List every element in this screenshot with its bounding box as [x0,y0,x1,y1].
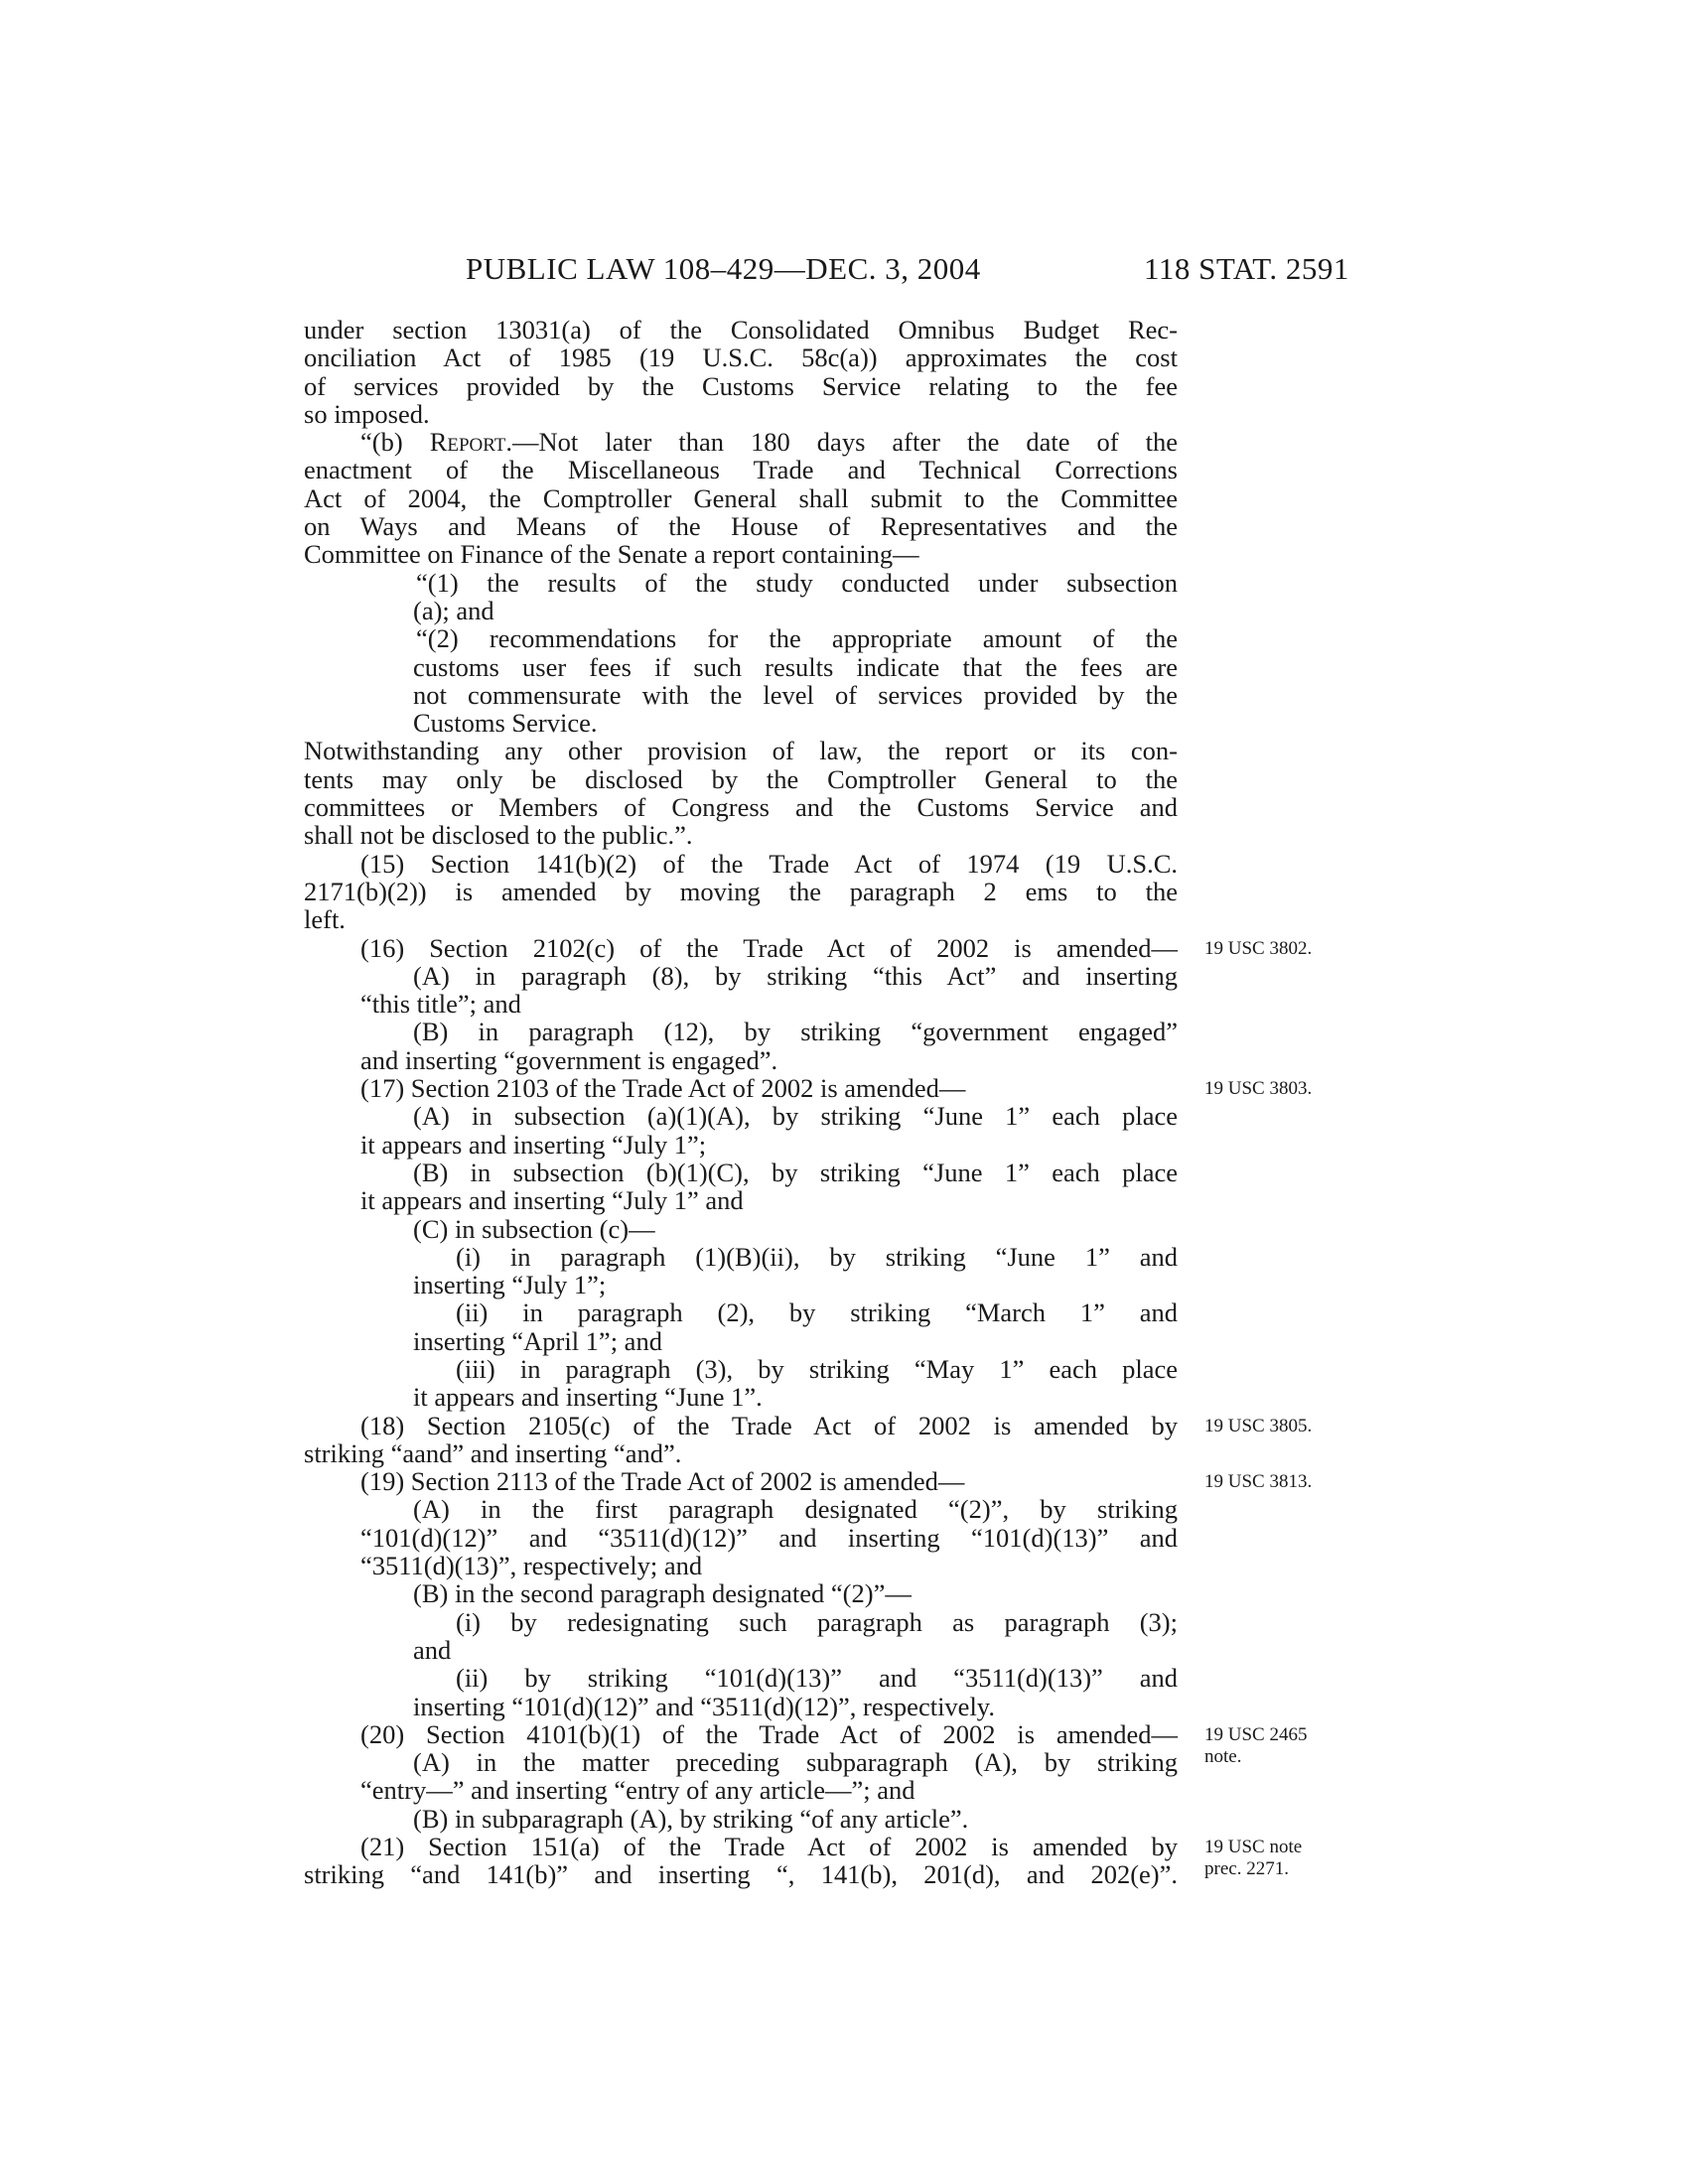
text-line: (i) by redesignating such paragraph as paragraph (3); [456,1606,1178,1637]
text-line: inserting “April 1”; and [413,1325,662,1356]
text-line: (C) in subsection (c)— [413,1213,655,1244]
text-line: 2171(b)(2)) is amended by moving the paragraph 2 ems to the [304,876,1178,906]
text-line: and inserting “government is engaged”. [360,1044,778,1075]
text-line: (iii) in paragraph (3), by striking “May 1” each place [456,1353,1178,1384]
subsection-heading: Report [429,427,506,458]
text-line: (B) in the second paragraph designated “(2)”— [413,1578,912,1609]
text-line: (16) Section 2102(c) of the Trade Act of 2002 is amended— [360,932,1178,963]
text-line: (18) Section 2105(c) of the Trade Act of 2002 is amended by [360,1410,1178,1440]
text-line: of services provided by the Customs Service relating to the fee [304,370,1178,401]
text-line: (B) in paragraph (12), by striking “government engaged” [413,1017,1178,1047]
text-line: (i) in paragraph (1)(B)(ii), by striking “June 1” and [456,1241,1178,1272]
text-line [304,428,1178,456]
margin-note-line: 19 USC note [1204,1837,1303,1858]
text-line: Customs Service. [413,708,598,739]
page-header-stat: 118 STAT. 2591 [1144,251,1349,286]
statute-body [304,316,1178,1889]
text-line: inserting “101(d)(12)” and “3511(d)(12)”, respectively. [413,1691,995,1721]
text-line: “3511(d)(13)”, respectively; and [360,1551,703,1581]
text-line: tents may only be disclosed by the Comptroller General to the [304,763,1178,794]
text-line: (A) in the first paragraph designated “(2)”, by striking [413,1494,1178,1525]
margin-note [1204,1724,1307,1768]
text-line: (a); and [413,595,494,625]
text-line: onciliation Act of 1985 (19 U.S.C. 58c(a)) approximates the cost [304,342,1178,373]
margin-note-line: note. [1204,1746,1242,1767]
margin-note-line: 19 USC 3805. [1204,1415,1313,1436]
text-line: (20) Section 4101(b)(1) of the Trade Act of 2002 is amended— [360,1718,1178,1749]
text-line: (19) Section 2113 of the Trade Act of 2002 is amended— [360,1466,965,1497]
text-line: on Ways and Means of the House of Representatives and the [304,511,1178,542]
page-header-title: PUBLIC LAW 108–429—DEC. 3, 2004 [466,251,981,286]
text-line: (B) in subsection (b)(1)(C), by striking “June 1” each place [413,1157,1178,1187]
text-line: (ii) by striking “101(d)(13)” and “3511(d)(13)” and [456,1663,1178,1694]
margin-note [1204,1837,1302,1880]
margin-note-line: 19 USC 2465 [1204,1724,1308,1745]
text-line: Notwithstanding any other provision of law, the report or its con- [304,736,1178,766]
text-line: “this title”; and [360,989,521,1020]
text-line: (15) Section 141(b)(2) of the Trade Act of 1974 (19 U.S.C. [360,848,1178,879]
margin-note [1204,938,1312,960]
margin-note [1204,1416,1312,1437]
text-line: it appears and inserting “July 1”; [360,1129,707,1160]
text-line: (B) in subparagraph (A), by striking “of any article”. [413,1803,969,1834]
text-line: customs user fees if such results indicate that the fees are [413,651,1178,682]
text-line: “101(d)(12)” and “3511(d)(12)” and inserting “101(d)(13)” and [360,1522,1178,1553]
text-line: shall not be disclosed to the public.”. [304,820,693,851]
text-line: “(1) the results of the study conducted under subsection [416,567,1178,598]
text-line: and [413,1634,452,1665]
text-line: striking “aand” and inserting “and”. [304,1437,682,1468]
text-line: (17) Section 2103 of the Trade Act of 2002 is amended— [360,1073,966,1104]
line-prefix: “(b) [360,427,430,458]
line-rest: .—Not later than 180 days after the date of the [505,427,1178,458]
text-line: under section 13031(a) of the Consolidated Omnibus Budget Rec- [304,315,1178,344]
margin-note [1204,1078,1312,1100]
margin-note-line: prec. 2271. [1204,1858,1289,1880]
text-line: it appears and inserting “June 1”. [413,1382,763,1413]
text-line: (A) in paragraph (8), by striking “this Act” and inserting [413,960,1178,991]
text-line: (ii) in paragraph (2), by striking “March 1” and [456,1297,1178,1328]
text-line: committees or Members of Congress and the Customs Service and [304,792,1178,823]
margin-note [1204,1471,1312,1493]
text-line: striking “and 141(b)” and inserting “, 141(b), 201(d), and 202(e)”. [304,1859,1178,1890]
margin-note-line: 19 USC 3803. [1204,1078,1313,1100]
text-line: it appears and inserting “July 1” and [360,1185,744,1216]
text-line: left. [304,904,346,935]
text-line: so imposed. [304,398,430,429]
text-line: Committee on Finance of the Senate a report containing— [304,539,919,570]
text-line: enactment of the Miscellaneous Trade and Technical Corrections [304,455,1178,485]
margin-note-line: 19 USC 3813. [1204,1471,1313,1493]
text-line: Act of 2004, the Comptroller General shall submit to the Committee [304,482,1178,513]
text-line: (A) in the matter preceding subparagraph (A), by striking [413,1747,1178,1778]
text-line: not commensurate with the level of services provided by the [413,679,1178,710]
text-line: inserting “July 1”; [413,1270,607,1300]
text-line: “entry—” and inserting “entry of any article—”; and [360,1775,915,1806]
margin-note-line: 19 USC 3802. [1204,937,1313,959]
text-line: (21) Section 151(a) of the Trade Act of 2002 is amended by [360,1832,1178,1862]
text-line: (A) in subsection (a)(1)(A), by striking “June 1” each place [413,1101,1178,1132]
text-line: “(2) recommendations for the appropriate amount of the [416,623,1178,654]
